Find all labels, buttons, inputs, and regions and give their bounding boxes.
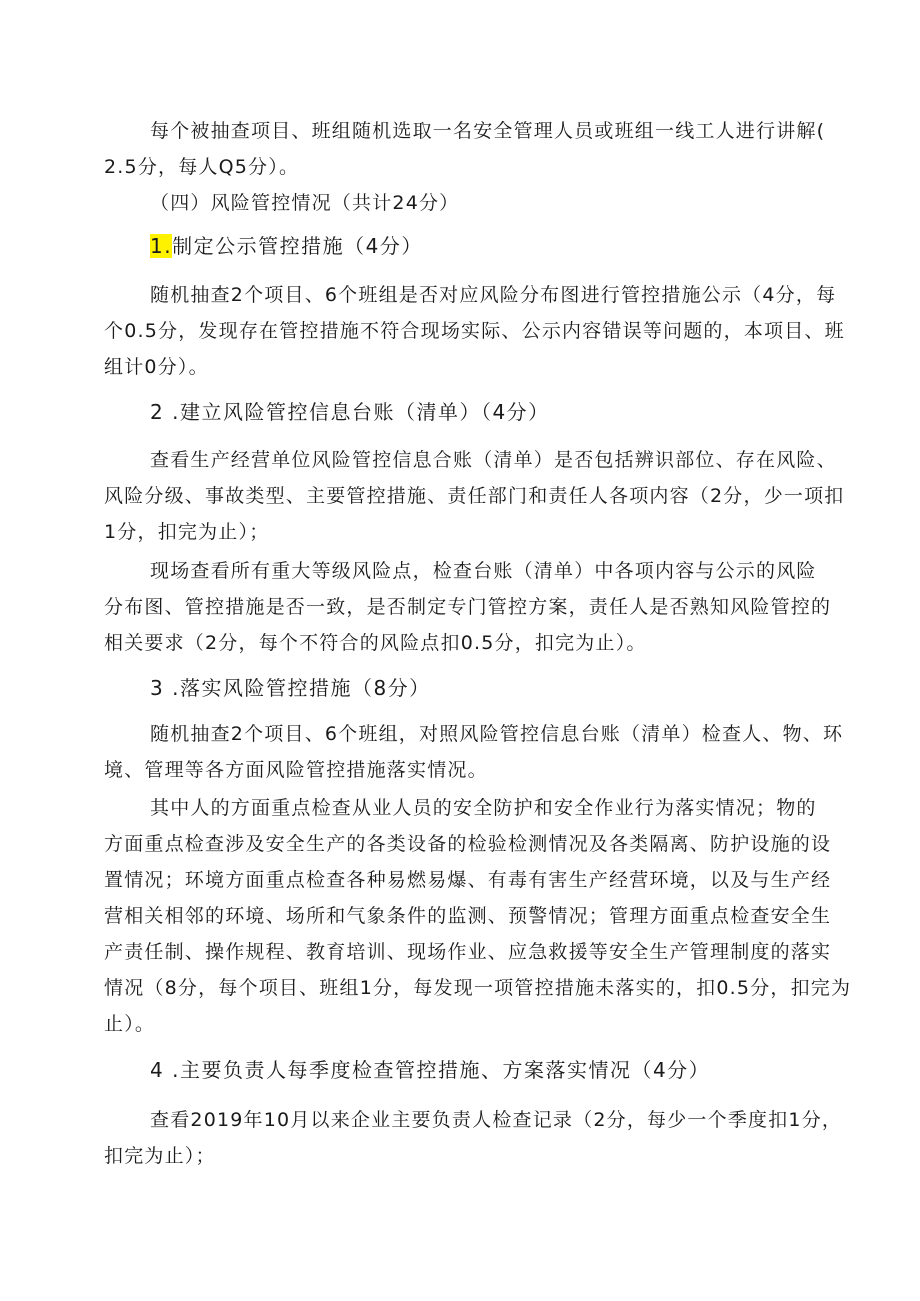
- paragraph-line: 1分，扣完为止）；: [104, 521, 270, 543]
- subsection-heading-3: 3 .落实风险管控措施（8分）: [150, 676, 431, 700]
- section-heading: （四）风险管控情况（共计24分）: [150, 192, 460, 214]
- subsection-heading-2: 2 .建立风险管控信息台账（清单）（4分）: [150, 400, 550, 424]
- paragraph-line: 方面重点检查涉及安全生产的各类设备的检验检测情况及各类隔离、防护设施的设: [104, 833, 832, 855]
- highlighted-number: 1.: [150, 234, 173, 258]
- paragraph-line: 查看生产经营单位风险管控信息合账（清单）是否包括辨识部位、存在风险、: [150, 449, 837, 471]
- paragraph-line: 止）。: [104, 1013, 156, 1035]
- paragraph-line: 风险分级、事故类型、主要管控措施、责任部门和责任人各项内容（2分，少一项扣: [104, 485, 845, 507]
- paragraph-line: 扣完为止）；: [104, 1145, 216, 1167]
- paragraph-line: 营相关相邻的环境、场所和气象条件的监测、预警情况；管理方面重点检查安全生: [104, 905, 832, 927]
- paragraph-line: 情况（8分，每个项目、班组1分，每发现一项管控措施未落实的，扣0.5分，扣完为: [104, 977, 852, 999]
- paragraph-line: 境、管理等各方面风险管控措施落实情况。: [104, 759, 488, 781]
- paragraph-line: 置情况；环境方面重点检查各种易燃易爆、有毒有害生产经营环境，以及与生产经: [104, 869, 832, 891]
- paragraph-line: 现场查看所有重大等级风险点，检查台账（清单）中各项内容与公示的风险: [150, 560, 817, 582]
- paragraph-line: 产责任制、操作规程、教育培训、现场作业、应急救援等安全生产管理制度的落实: [104, 941, 832, 963]
- subsection-heading-1: [150, 234, 423, 258]
- paragraph-line: 组计0分）。: [104, 356, 209, 378]
- subsection-heading-4: 4 .主要负责人每季度检查管控措施、方案落实情况（4分）: [150, 1058, 711, 1082]
- paragraph-line: 随机抽查2个项目、6个班组，对照风险管控信息台账（清单）检查人、物、环: [150, 723, 844, 745]
- paragraph-line: 相关要求（2分，每个不符合的风险点扣0.5分，扣完为止）。: [104, 632, 647, 654]
- paragraph-line: 分布图、管控措施是否一致，是否制定专门管控方案，责任人是否熟知风险管控的: [104, 596, 832, 618]
- paragraph-line: 2.5分，每人Q5分）。: [104, 156, 300, 178]
- paragraph-line: 个0.5分，发现存在管控措施不符合现场实际、公示内容错误等问题的，本项目、班: [104, 320, 845, 342]
- paragraph-line: 随机抽查2个项目、6个班组是否对应风险分布图进行管控措施公示（4分，每: [150, 284, 837, 306]
- paragraph-line: 其中人的方面重点检查从业人员的安全防护和安全作业行为落实情况；物的: [150, 797, 817, 819]
- subsection-heading-text: 制定公示管控措施（4分）: [172, 234, 423, 258]
- paragraph-line: 查看2019年10月以来企业主要负责人检查记录（2分，每少一个季度扣1分，: [150, 1109, 843, 1131]
- paragraph-line: 每个被抽查项目、班组随机选取一名安全管理人员或班组一线工人进行讲解(: [150, 120, 826, 142]
